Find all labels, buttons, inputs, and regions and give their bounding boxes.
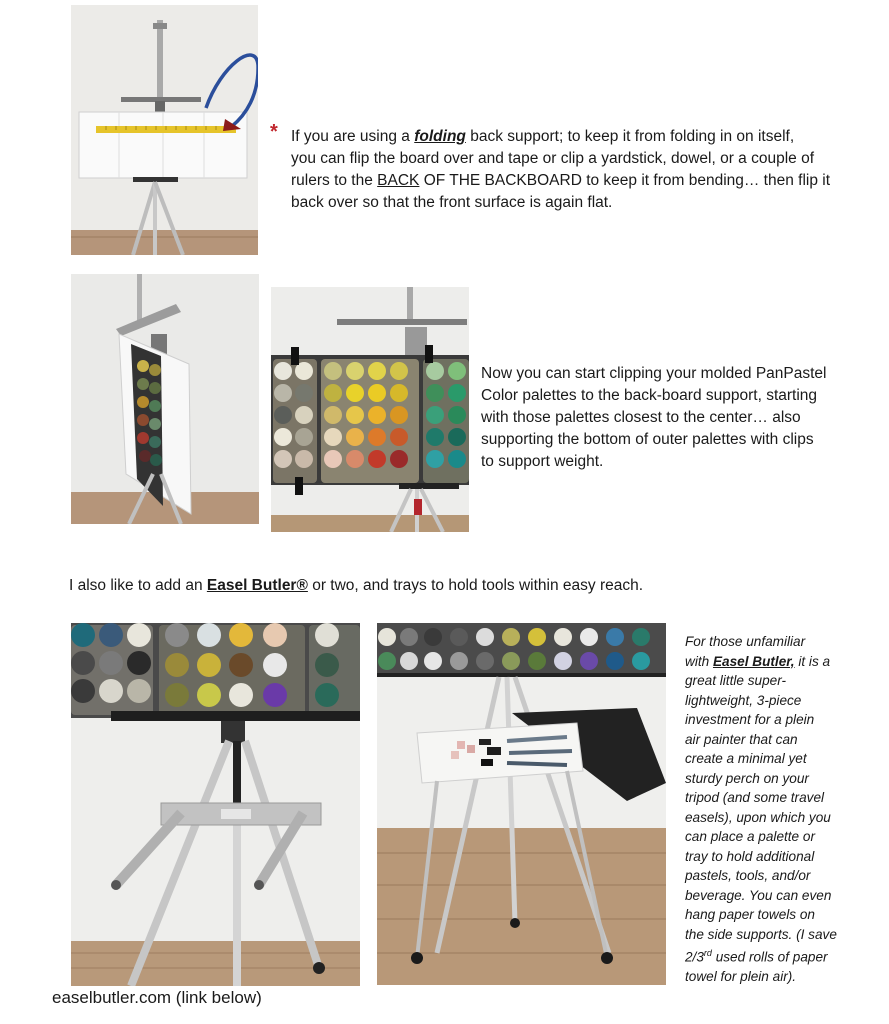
paragraph-line: supporting the bottom of outer palettes with clips — [481, 431, 814, 448]
easelbutler-caption: easelbutler.com (link below) — [52, 988, 262, 1007]
easel-butler-inline-link[interactable]: Easel Butler, — [712, 653, 795, 669]
photo-side-view-board — [71, 274, 259, 524]
paragraph-line: For those unfamiliar — [685, 634, 806, 649]
paragraph-line: hang paper towels on — [685, 907, 815, 922]
photo-butler-tray-tools — [377, 623, 666, 985]
photo-palettes-clipped — [271, 287, 469, 532]
easel-butler-link[interactable]: Easel Butler® — [206, 577, 308, 594]
folding-emphasis: folding — [414, 128, 466, 145]
paragraph-line: create a minimal yet — [685, 751, 807, 766]
paragraph-line — [685, 944, 880, 967]
paragraph-line: you can flip the board over and tape or clip a yardstick, dowel, or a couple of — [291, 150, 814, 167]
folding-support-paragraph — [291, 126, 851, 214]
text-span: 2/3 — [685, 949, 704, 965]
paragraph-line: tray to hold additional — [685, 848, 815, 864]
paragraph-line: Now you can start clipping your molded PanPastel — [481, 365, 827, 382]
paragraph-line: back over so that the front surface is again flat. — [291, 194, 613, 211]
paragraph-line: with those palettes closest to the center… also — [481, 409, 801, 426]
paragraph-line: easels), upon which you — [685, 809, 831, 825]
text-span: I also like to add an — [69, 577, 203, 594]
back-underlined: BACK — [377, 172, 420, 189]
text-span: or two, and trays to hold tools within easy reach. — [312, 577, 644, 594]
superscript: rd — [703, 948, 712, 958]
photo-yardstick-backboard — [71, 5, 258, 255]
text-span: back support; to keep it from folding in on itself, — [470, 128, 795, 145]
clipping-palettes-paragraph — [481, 363, 876, 473]
paragraph-line: lightweight, 3-piece — [685, 692, 802, 708]
paragraph-line: towel for plein air). — [685, 969, 797, 985]
easel-butler-description — [685, 632, 880, 987]
photo-easel-butler-closeup — [71, 623, 360, 986]
text-span: with — [685, 653, 710, 669]
text-span: rulers to the — [291, 172, 373, 189]
easel-butler-intro — [69, 575, 849, 597]
paragraph-line: the side supports. (I save — [685, 926, 837, 942]
paragraph-line: pastels, tools, and/or — [685, 868, 811, 883]
paragraph-line: investment for a plein — [685, 712, 815, 727]
text-span: used rolls of paper — [715, 949, 828, 965]
paragraph-line — [291, 126, 851, 148]
text-span: If you are using a — [291, 128, 410, 145]
paragraph-line — [291, 170, 851, 192]
text-span: OF THE BACKBOARD to keep it from bending… then flip it — [423, 172, 831, 189]
paragraph-line — [685, 652, 880, 672]
paragraph-line: air painter that can — [685, 731, 798, 747]
paragraph-line: tripod (and some travel — [685, 790, 825, 805]
paragraph-line: Color palettes to the back-board support, starting — [481, 387, 818, 404]
paragraph-line: great little super- — [685, 673, 786, 688]
paragraph-line: beverage. You can even — [685, 887, 832, 903]
paragraph-line: can place a palette or — [685, 829, 815, 844]
paragraph-line: sturdy perch on your — [685, 770, 809, 786]
text-span: it is a — [798, 653, 831, 669]
asterisk-marker: * — [270, 121, 278, 143]
paragraph-line: to support weight. — [481, 453, 604, 470]
